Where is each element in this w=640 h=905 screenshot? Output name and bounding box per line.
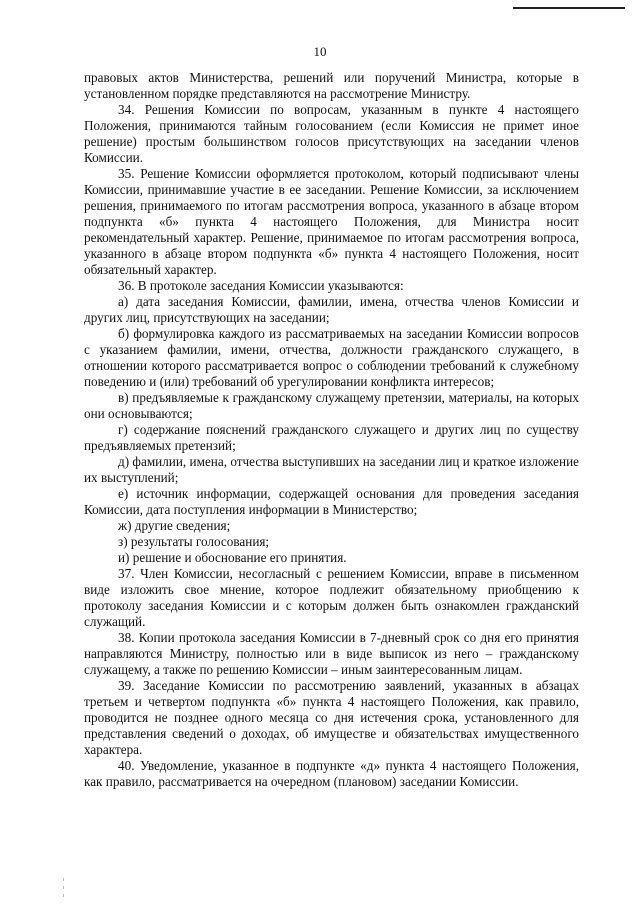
paragraph-continuation: правовых актов Министерства, решений или поручений Министра, которые в установленном порядке представляются на рассмотрение Министру. — [84, 70, 579, 101]
item-e: е) источник информации, содержащей основания для проведения заседания Комиссии, дата поступления информации в Министерство; — [84, 486, 579, 517]
top-rule — [513, 7, 625, 9]
item-d: д) фамилии, имена, отчества выступивших на заседании лиц и краткое изложение их выступлений; — [84, 454, 579, 485]
item-a: а) дата заседания Комиссии, фамилии, имена, отчества членов Комиссии и других лиц, присутствующих на заседании; — [84, 294, 579, 325]
item-v: в) предъявляемые к гражданскому служащему претензии, материалы, на которых они основываются; — [84, 390, 579, 421]
paragraph-38: 38. Копии протокола заседания Комиссии в 7-дневный срок со дня его принятия направляются Министру, полностью или в виде выписок из него – гражданскому служащему, а также по решению Комиссии – иным заинтересованным лицам. — [84, 630, 579, 677]
item-g: г) содержание пояснений гражданского служащего и других лиц по существу предъявляемых претензий; — [84, 422, 579, 453]
paragraph-37: 37. Член Комиссии, несогласный с решением Комиссии, вправе в письменном виде изложить свое мнение, которое подлежит обязательному приобщению к протоколу заседания Комиссии и с которым должен быть ознакомлен гражданский служащий. — [84, 566, 579, 629]
paragraph-36: 36. В протоколе заседания Комиссии указываются: — [118, 278, 404, 293]
scan-mark — [63, 878, 64, 881]
item-z: з) результаты голосования; — [118, 534, 270, 549]
scan-mark — [63, 894, 64, 897]
document-body — [84, 70, 579, 790]
paragraph-39: 39. Заседание Комиссии по рассмотрению заявлений, указанных в абзацах третьем и четвертом подпункта «б» пункта 4 настоящего Положения, как правило, проводится не позднее одного месяца со дня истечения срока, установленного для представления сведений о доходах, об имуществе и обязательствах имущественного характера. — [84, 678, 579, 757]
page-number: 10 — [313, 44, 327, 59]
scan-mark — [63, 886, 64, 889]
item-i: и) решение и обоснование его принятия. — [118, 550, 347, 565]
item-b: б) формулировка каждого из рассматриваемых на заседании Комиссии вопросов с указанием фамилии, имени, отчества, должности гражданского служащего, в отношении которого рассматривается вопрос о соблюдении требований к служебному поведению и (или) требований об урегулировании конфликта интересов; — [84, 326, 579, 389]
paragraph-40: 40. Уведомление, указанное в подпункте «д» пункта 4 настоящего Положения, как правило, рассматривается на очередном (плановом) заседании Комиссии. — [84, 758, 579, 789]
paragraph-34: 34. Решения Комиссии по вопросам, указанным в пункте 4 настоящего Положения, принимаются тайным голосованием (если Комиссия не примет иное решение) простым большинством голосов присутствующих на заседании членов Комиссии. — [84, 102, 579, 165]
item-zh: ж) другие сведения; — [118, 518, 231, 533]
paragraph-35: 35. Решение Комиссии оформляется протоколом, который подписывают члены Комиссии, принимавшие участие в ее заседании. Решение Комиссии, за исключением решения, принимаемого по итогам рассмотрения вопроса, указанного в абзаце втором подпункта «б» пункта 4 настоящего Положения, для Министра носит рекомендательный характер. Решение, принимаемое по итогам рассмотрения вопроса, указанного в абзаце втором подпункта «б» пункта 4 настоящего Положения, носит обязательный характер. — [84, 166, 579, 277]
